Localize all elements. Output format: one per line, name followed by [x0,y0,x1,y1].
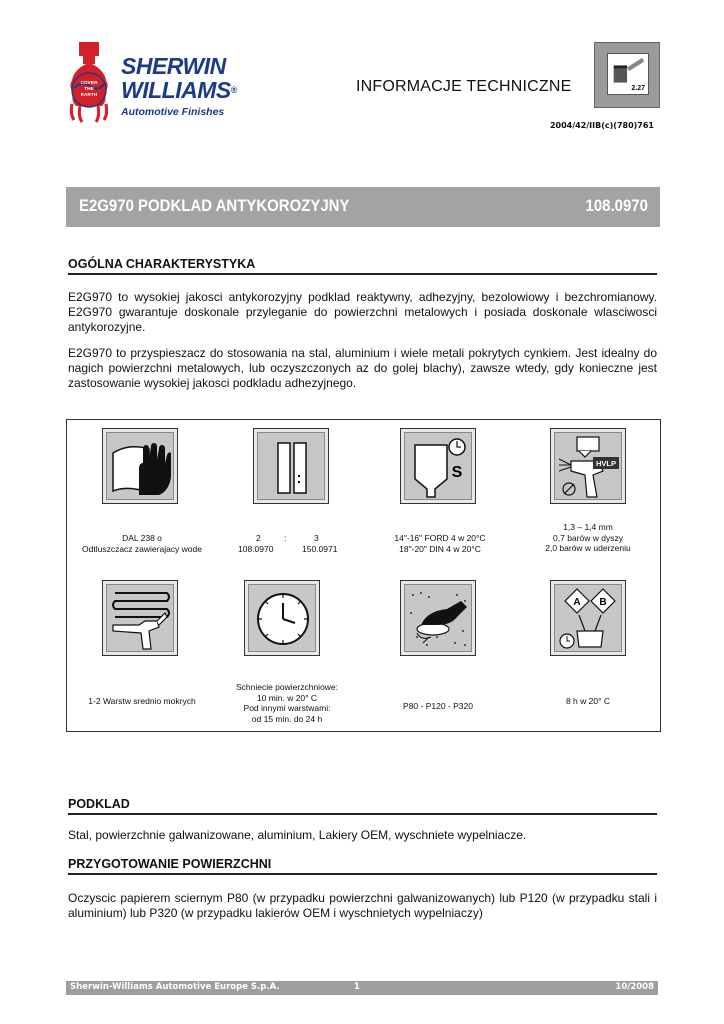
cover-the-earth-globe-icon [64,40,114,126]
section-heading-general: OGÓLNA CHARAKTERYSTYKA [68,257,657,275]
clock-icon [251,587,315,651]
document-type-title: INFORMACJE TECHNICZNE [356,78,572,95]
product-title: E2G970 PODKLAD ANTYKOROZYJNY [79,196,350,215]
mixing-ratio-b: 3 [314,533,319,543]
product-code: 108.0970 [585,196,648,215]
logo-text-earth: EARTH [80,93,98,98]
sherwin-williams-logo [64,40,254,130]
coats-caption [67,696,217,707]
brand-name-line1: SHERWIN [121,53,226,79]
hvlp-badge: HVLP [595,459,617,468]
general-paragraph-1: E2G970 to wysokiej jakosci antykorozyjny podklad reaktywny, adhezyjny, bezolowiowy i bezchromianowy. E2G970 gwarantuje doskonale przyleganie do powierzchni metalowych i posiada doskonale wlasciwosci antykorozyjne. [68,290,657,334]
drying-caption-line2: 10 min. w 20° C [256,692,318,703]
mixing-code-a: 108.0970 [238,543,274,554]
coats-caption-line1: 1-2 Warstw srednio mokrych [88,696,196,706]
pot-life-cell-icon [550,580,626,656]
brand-tagline: Automotive Finishes [121,106,225,118]
drying-cell-icon [244,580,320,656]
cleaner-caption-line2: Odtluszczacz zawierajacy wode [82,543,202,554]
cleaner-caption-line1: DAL 238 o [122,533,162,543]
pot-life-caption-line1: 8 h w 20° C [565,696,611,706]
sanding-caption [363,701,513,712]
pot-life-label-a: A [573,597,581,608]
logo-text-cover: COVER [80,81,98,86]
product-title-bar [66,187,660,227]
spray-gun-cell-icon [550,428,626,504]
spray-gun-caption-line3: 2,0 barów w uderzeniu [545,543,631,553]
mixing-ratio-icon [260,435,324,499]
logo-text-the: THE [84,87,94,92]
spray-coats-icon [109,587,173,651]
reference-box [594,42,660,108]
mixing-code-b: 150.0971 [302,543,338,554]
document-code: 2004/42/IIB(c)(780)761 [549,121,654,130]
viscosity-cell-icon [400,428,476,504]
brand-name-line2-text: WILLIAMS [121,77,231,103]
page-footer [66,981,658,995]
spray-gun-caption [513,522,663,554]
sanding-cell-icon [400,580,476,656]
section-heading-preparation: PRZYGOTOWANIE POWIERZCHNI [68,857,657,875]
drying-caption [212,682,362,724]
footer-company: Sherwin-Williams Automotive Europe S.p.A. [70,982,280,992]
coats-cell-icon [102,580,178,656]
spray-gun-caption-line2: 0,7 barów w dyszy [553,532,623,543]
drying-caption-line3: Pod innymi warstwami: [243,703,331,713]
spray-gun-caption-line1: 1,3 – 1,4 mm [563,522,613,532]
footer-page-number: 1 [354,982,360,992]
reference-number: 2.27 [631,85,645,92]
mixing-cell-icon [253,428,329,504]
cleaner-cell-icon [102,428,178,504]
general-paragraph-2: E2G970 to przyspieszacz do stosowania na stal, aluminium i wiele metali pokrytych cynkiem. Jest idealny do nagich powierzchni metalowych, lub oczyszczonych az do golej blachy), zawsze wtedy, gdy konieczne jest zastosowanie wysokiej jakosci podkladu adhezyjnego. [68,346,657,390]
pot-life-icon [557,587,621,651]
viscosity-cup-icon [407,435,471,499]
section-heading-substrate: PODKLAD [68,797,657,815]
preparation-paragraph: Oczyscic papierem sciernym P80 (w przypadku powierzchni galwanizowanych) lub P120 (w przypadku stali i aluminium) lub P320 (w przypadku lakierów OEM i wyschnietych wypelniaczy) [68,891,657,920]
registered-mark: ® [230,85,237,95]
pot-life-caption [513,696,663,707]
sanding-icon [407,587,471,651]
viscosity-cup-letter: S [451,464,463,481]
viscosity-caption [365,533,515,554]
viscosity-caption-line2: 18"-20" DIN 4 w 20°C [399,543,481,554]
hand-cleaning-icon [109,435,173,499]
drying-caption-line4: od 15 min. do 24 h [251,713,323,724]
mixing-ratio-separator: : [284,533,287,543]
hvlp-spray-gun-icon [557,435,621,499]
viscosity-caption-line1: 14"-16" FORD 4 w 20°C [394,533,486,543]
footer-date: 10/2008 [615,982,654,992]
substrate-paragraph: Stal, powierzchnie galwanizowane, aluminium, Lakiery OEM, wyschniete wypelniacze. [68,828,527,842]
drying-caption-line1: Schniecie powierzchniowe: [235,682,339,692]
pot-life-label-b: B [599,597,607,608]
reference-inner [607,53,649,95]
application-icon-table [66,419,661,732]
sanding-caption-line1: P80 - P120 - P320 [403,701,473,711]
mixing-ratio-a: 2 [256,533,261,543]
brand-name-line2 [121,78,237,102]
cleaner-caption [67,533,217,554]
